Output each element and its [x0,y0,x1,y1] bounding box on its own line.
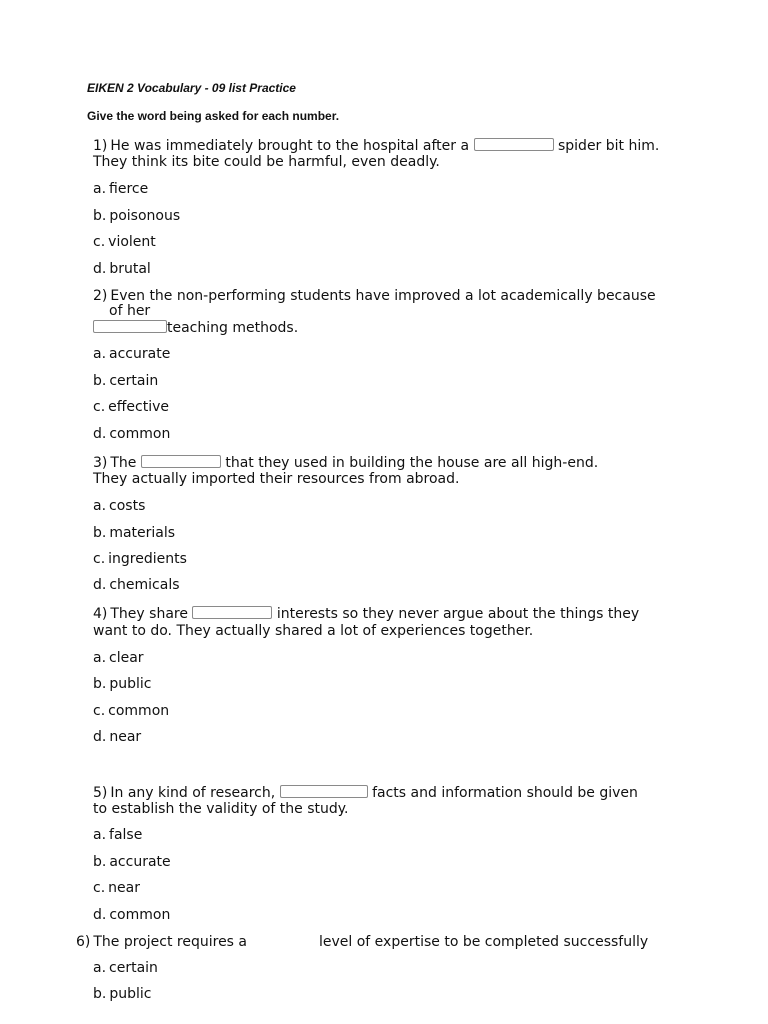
option-letter: a. [93,960,107,976]
option-letter: b. [93,676,107,692]
option-text: brutal [109,261,151,277]
option-3c[interactable] [93,551,187,567]
question-text-after: facts and information should be given [372,785,638,801]
option-6a[interactable] [93,960,158,976]
question-text-before: They share [110,606,188,622]
option-text: clear [109,650,144,666]
option-text: near [108,880,140,896]
option-5a[interactable] [93,827,142,843]
question-text-after: spider bit him. [557,138,660,154]
option-5b[interactable] [93,854,171,870]
option-2c[interactable] [93,399,169,415]
option-text: accurate [109,346,171,362]
question-text-after: level of expertise to be completed successfully [319,934,649,950]
option-letter: d. [93,729,107,745]
option-5d[interactable] [93,907,170,923]
option-text: common [108,703,170,719]
question-3-line-2: They actually imported their resources from abroad. [93,471,460,487]
question-number: 3) [93,455,108,471]
option-text: public [109,986,152,1002]
option-4b[interactable] [93,676,151,692]
question-4-line-2: want to do. They actually shared a lot of experiences together. [93,623,534,639]
page-title: EIKEN 2 Vocabulary - 09 list Practice [87,81,296,95]
option-letter: c. [93,703,106,719]
question-text-before: Even the non-performing students have improved a lot academically because [110,288,656,304]
option-text: common [109,907,171,923]
option-text: poisonous [109,208,181,224]
option-letter: b. [93,854,107,870]
option-letter: c. [93,399,106,415]
option-4c[interactable] [93,703,169,719]
answer-blank[interactable] [280,785,368,798]
question-text-before: The [110,455,137,471]
question-number: 1) [93,138,108,154]
option-letter: c. [93,234,106,250]
question-text-before: The project requires a [93,934,247,950]
question-1 [93,138,659,154]
option-text: common [109,426,171,442]
question-2-line-2 [93,320,298,336]
option-1b[interactable] [93,208,180,224]
option-letter: b. [93,986,107,1002]
question-number: 5) [93,785,108,801]
answer-blank[interactable] [474,138,554,151]
option-letter: a. [93,827,107,843]
question-number: 2) [93,288,108,304]
option-letter: b. [93,373,107,389]
answer-blank[interactable] [141,455,221,468]
option-letter: d. [93,577,107,593]
option-4a[interactable] [93,650,144,666]
question-text-after: interests so they never argue about the things they [276,606,640,622]
option-text: chemicals [109,577,180,593]
option-3b[interactable] [93,525,175,541]
option-2d[interactable] [93,426,170,442]
option-text: near [109,729,142,745]
question-number: 6) [76,934,91,950]
question-number: 4) [93,606,108,622]
question-text-after: that they used in building the house are all high-end. [225,455,599,471]
question-3 [93,455,598,471]
option-letter: a. [93,181,107,197]
option-text: accurate [109,854,171,870]
option-text: fierce [109,181,149,197]
instructions: Give the word being asked for each number. [87,109,340,123]
option-letter: c. [93,551,106,567]
option-text: effective [108,399,170,415]
option-1c[interactable] [93,234,156,250]
option-letter: b. [93,208,107,224]
option-letter: c. [93,880,106,896]
question-4 [93,606,639,622]
option-text: certain [109,373,159,389]
option-letter: b. [93,525,107,541]
question-5-line-2: to establish the validity of the study. [93,801,349,817]
option-text: materials [109,525,176,541]
question-2 [93,288,656,304]
option-text: ingredients [108,551,187,567]
option-2a[interactable] [93,346,170,362]
option-text: certain [109,960,158,976]
option-3d[interactable] [93,577,180,593]
option-text: costs [109,498,146,514]
option-2b[interactable] [93,373,158,389]
option-text: violent [108,234,156,250]
question-2-line-1b: of her [109,303,151,319]
option-text: public [109,676,152,692]
question-text-before: He was immediately brought to the hospital after a [110,138,470,154]
option-5c[interactable] [93,880,140,896]
answer-blank[interactable] [192,606,272,619]
option-letter: a. [93,498,107,514]
option-letter: d. [93,261,107,277]
option-1a[interactable] [93,181,148,197]
question-1-line-2: They think its bite could be harmful, even deadly. [93,154,440,170]
option-1d[interactable] [93,261,151,277]
question-text-after: teaching methods. [167,320,299,336]
question-5 [93,785,638,801]
option-4d[interactable] [93,729,141,745]
question-6 [76,934,648,950]
option-text: false [109,827,143,843]
option-letter: a. [93,650,107,666]
option-letter: d. [93,426,107,442]
question-text-before: In any kind of research, [110,785,276,801]
option-3a[interactable] [93,498,145,514]
answer-blank[interactable] [93,320,167,333]
option-letter: d. [93,907,107,923]
option-letter: a. [93,346,107,362]
option-6b[interactable] [93,986,151,1002]
